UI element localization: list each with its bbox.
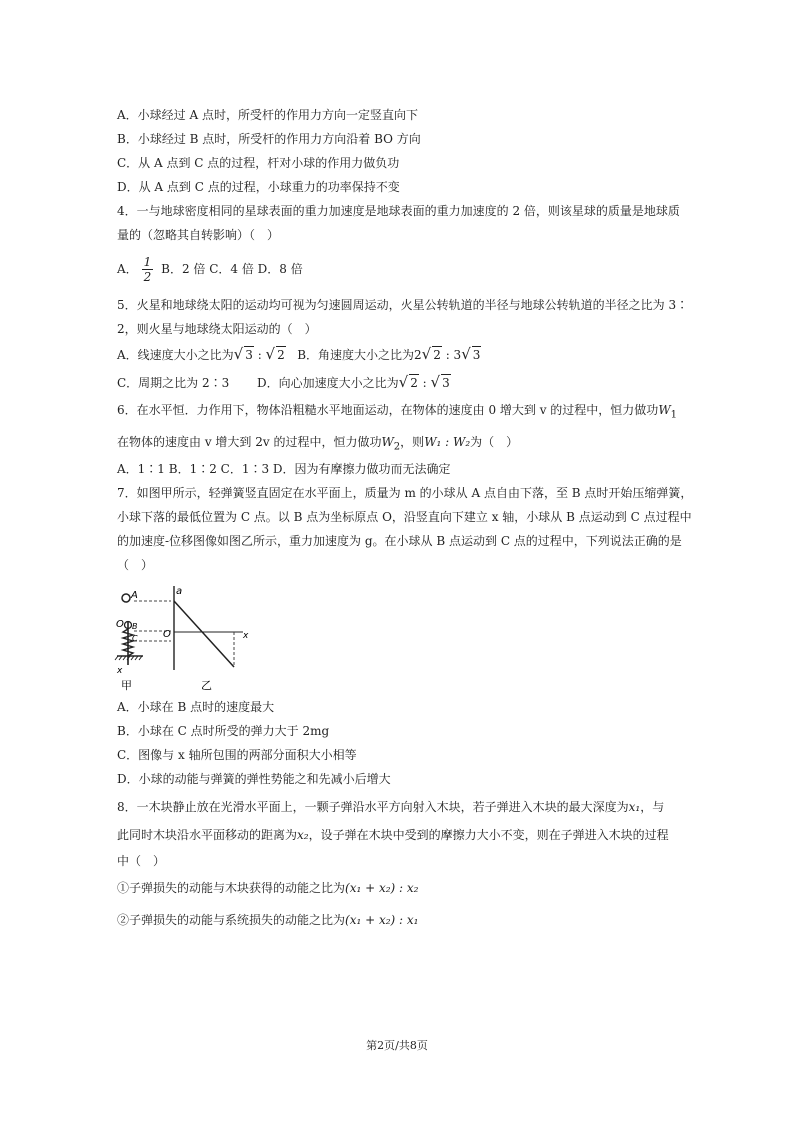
q3-option-c: C．从 A 点到 C 点的过程，杆对小球的作用力做负功 [117, 156, 400, 170]
fig-label-o: O [116, 619, 124, 630]
q5-stem-line1: 5．火星和地球绕太阳的运动均可视为匀速圆周运动，火星公转轨道的半径与地球公转轨道的半径之比为 3∶ [117, 298, 689, 312]
q7-option-a: A．小球在 B 点时的速度最大 [117, 700, 275, 714]
q8-stem-text2: 此同时木块沿水平面移动的距离为 [117, 828, 298, 842]
q5-option-a-sqrt2: 2 [277, 348, 285, 362]
q6-w2-sub: 2 [393, 441, 401, 453]
q5-option-d-text: D．向心加速度大小之比为 [257, 376, 399, 390]
fig-label-x2: x [243, 631, 249, 641]
q6-w1: W [658, 403, 671, 417]
q7-option-d: D．小球的动能与弹簧的弹性势能之和先减小后增大 [117, 772, 391, 786]
q5-option-a-text: A．线速度大小之比为 [117, 348, 234, 362]
q8-statement-2 [117, 912, 418, 928]
q6-ratio: W₁ : W₂ [424, 435, 471, 449]
q7-figure [113, 580, 263, 692]
q8-stem-line3: 中（ ） [117, 854, 166, 868]
q8-stem-text2b: ，设子弹在木块中受到的摩擦力大小不变，则在子弹进入木块的过程 [308, 828, 669, 842]
q4-frac-denominator: 2 [143, 270, 152, 284]
fig-label-a: A [131, 590, 138, 601]
q4-stem-line2: 量的（忽略其自转影响）（ ） [117, 228, 280, 242]
q5-option-b-sqrt1: 2 [433, 348, 441, 362]
fig-ball-a [122, 594, 130, 602]
q4-frac-numerator: 1 [143, 255, 152, 269]
q8-statement-1 [117, 880, 418, 896]
fig-label-x1: x [117, 666, 123, 676]
q8-stem-text1: 8．一木块静止放在光滑水平面上，一颗子弹沿水平方向射入木块，若子弹进入木块的最大深度为 [117, 800, 629, 814]
q7-option-b: B．小球在 C 点时所受的弹力大于 2mg [117, 724, 330, 738]
q7-stem-line4: （ ） [117, 558, 154, 572]
q8-s1-expr: (x₁ + x₂) : x₂ [345, 881, 419, 895]
q5-option-b-coef2: 3 [453, 348, 462, 362]
q8-s2-text: ②子弹损失的动能与系统损失的动能之比为 [117, 913, 346, 927]
q8-stem-line2 [117, 827, 669, 843]
q5-option-d-sqrt2: 3 [442, 376, 450, 390]
q7-stem-line1: 7．如图甲所示，轻弹簧竖直固定在水平面上，质量为 m 的小球从 A 点自由下落，至 B 点时开始压缩弹簧， [117, 486, 693, 500]
q6-stem-text2: 在物体的速度由 v 增大到 2v 的过程中，恒力做功 [117, 435, 382, 449]
q7-stem-line3: 的加速度-位移图像如图乙所示，重力加速度为 g。在小球从 B 点运动到 C 点的过程中，下列说法正确的是 [117, 534, 682, 548]
q3-option-b: B．小球经过 B 点时，所受杆的作用力方向沿着 BO 方向 [117, 132, 421, 146]
q4-other-options: B．2 倍 C．4 倍 D．8 倍 [161, 262, 303, 276]
q3-option-d: D．从 A 点到 C 点的过程，小球重力的功率保持不变 [117, 180, 400, 194]
q7-option-c: C．图像与 x 轴所包围的两部分面积大小相等 [117, 748, 357, 762]
q6-options: A．1∶1 B．1∶2 C．1∶3 D．因为有摩擦力做功而无法确定 [117, 462, 451, 476]
q5-option-d-sqrt1: 2 [410, 376, 418, 390]
q5-option-b-text: B．角速度大小之比为 [297, 348, 415, 362]
q5-option-b-coef1: 2 [414, 348, 422, 362]
q8-s1-text: ①子弹损失的动能与木块获得的动能之比为 [117, 881, 346, 895]
q5-option-b-sqrt2: 3 [472, 348, 481, 362]
q8-stem-line1 [117, 799, 664, 815]
q6-w2: W [381, 435, 394, 449]
fig-label-c: C [132, 634, 138, 643]
q5-option-a-sqrt1: 3 [245, 348, 253, 362]
fig-label-b: B [132, 622, 138, 631]
q6-stem-text3: ，则 [400, 435, 425, 449]
page-footer: 第2页/共8页 [366, 1039, 428, 1052]
q4-option-a-label: A． [117, 262, 138, 276]
q5-options-ab: A．线速度大小之比为√ 3 : √ 2 B．角速度大小之比为2√ 2 : 3√ 3 [117, 345, 481, 363]
q8-x1: x₁ [628, 800, 641, 814]
q4-options [117, 253, 303, 285]
q4-stem-line1: 4．一与地球密度相同的星球表面的重力加速度是地球表面的重力加速度的 2 倍，则该星球的质量是地球质 [117, 204, 680, 218]
fig-graph-line [174, 601, 234, 667]
q3-option-a: A．小球经过 A 点时，所受杆的作用力方向一定竖直向下 [117, 108, 418, 122]
fig-label-yi: 乙 [201, 679, 212, 692]
q8-stem-text1b: ，与 [640, 800, 665, 814]
q4-option-a-fraction [142, 255, 154, 284]
q5-option-c: C．周期之比为 2∶3 [117, 376, 230, 390]
q6-stem-line2 [117, 434, 518, 455]
q8-s2-expr: (x₁ + x₂) : x₁ [345, 913, 419, 927]
q6-w1-sub: 1 [670, 409, 678, 421]
fig-label-jia: 甲 [121, 679, 132, 692]
q5-options-cd: C．周期之比为 2∶3 D．向心加速度大小之比为√ 2 : √ 3 [117, 373, 450, 391]
fig-label-a-axis: a [176, 586, 183, 597]
q5-stem-line2: 2，则火星与地球绕太阳运动的（ ） [117, 322, 317, 336]
q7-stem-line2: 小球下落的最低位置为 C 点。以 B 点为坐标原点 O，沿竖直向下建立 x 轴，小球从 B 点运动到 C 点过程中 [117, 510, 692, 524]
q8-x2: x₂ [297, 828, 309, 842]
q6-stem-line1 [117, 402, 677, 423]
q6-stem-text4: 为（ ） [470, 435, 519, 449]
q6-stem-text1: 6．在水平恒．力作用下，物体沿粗糙水平地面运动，在物体的速度由 0 增大到 v 的过程中，恒力做功 [117, 403, 659, 417]
fig-label-o2: O [163, 629, 171, 640]
